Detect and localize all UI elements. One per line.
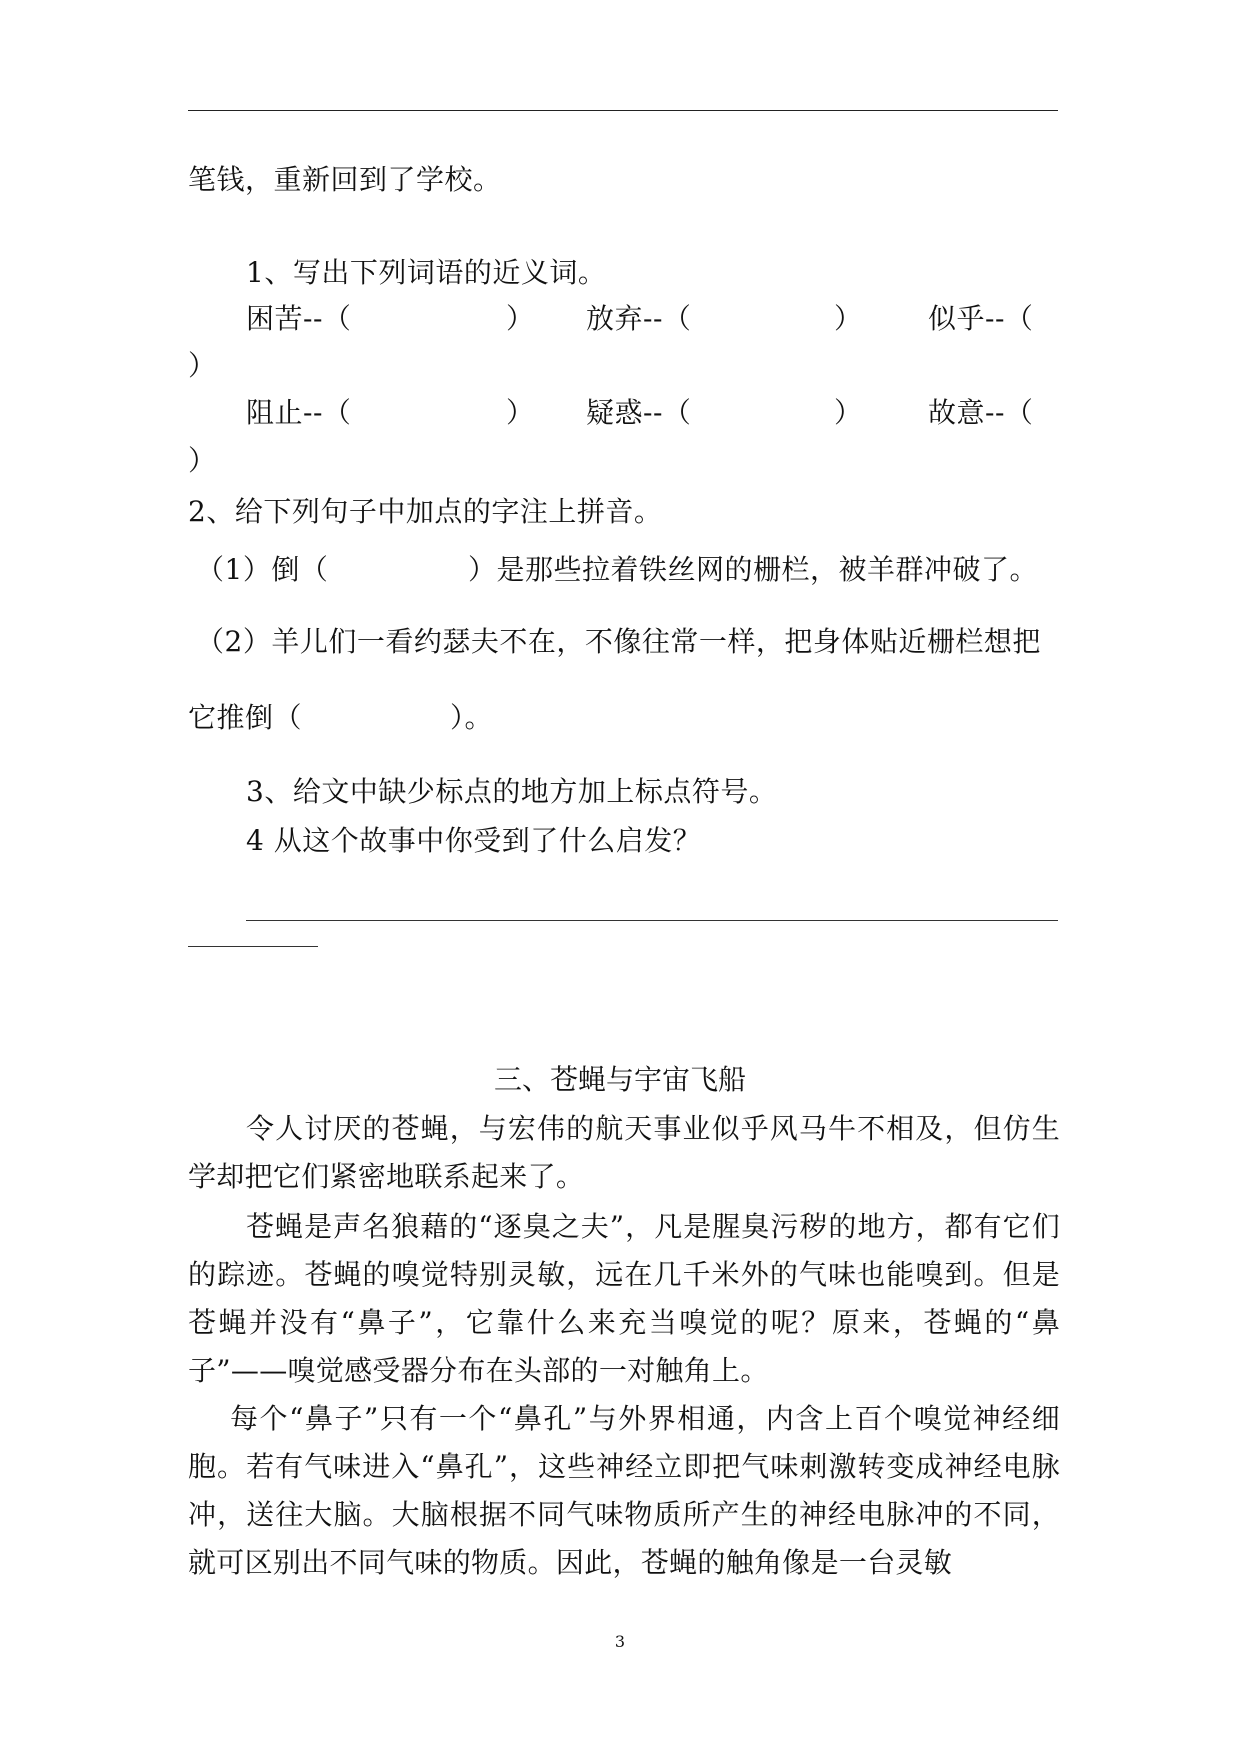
q2-sentence2-line1: （2）羊儿们一看约瑟夫不在，不像往常一样，把身体贴近栅栏想把 xyxy=(196,625,1041,658)
section-3-paragraph-3: 每个“鼻子”只有一个“鼻孔”与外界相通，内含上百个嗅觉神经细胞。若有气味进入“鼻孔”，这些神经立即把气味刺激转变成神经电脉冲，送往大脑。大脑根据不同气味物质所产生的神经电脉冲的不同，就可区别出不同气味的物质。因此，苍蝇的触角像是一台灵敏 xyxy=(188,1402,1060,1579)
section-3-title: 三、苍蝇与宇宙飞船 xyxy=(493,1063,746,1096)
question-2-prompt: 2、给下列句子中加点的字注上拼音。 xyxy=(188,495,663,528)
q1-row2-item2-open: 疑惑--（ xyxy=(586,396,692,429)
q1-row2-item3-close: ） xyxy=(188,444,217,477)
section-3-paragraph-2: 苍蝇是声名狼藉的“逐臭之夫”，凡是腥臭污秽的地方，都有它们的踪迹。苍蝇的嗅觉特别灵敏，远在几千米外的气味也能嗅到。但是苍蝇并没有“鼻子”，它靠什么来充当嗅觉的呢？原来，苍蝇的“鼻子”——嗅觉感受器分布在头部的一对触角上。 xyxy=(188,1210,1060,1387)
q1-row1-item1-close: ） xyxy=(506,302,535,335)
header-rule xyxy=(188,110,1058,111)
q1-row1-item2-open: 放弃--（ xyxy=(586,302,692,335)
q1-row2-item1-open: 阻止--（ xyxy=(246,396,352,429)
q2-sentence2-suffix: ）。 xyxy=(450,701,494,734)
answer-line-2 xyxy=(188,946,318,947)
answer-line-1 xyxy=(246,920,1058,921)
q1-row1-item3-open: 似乎--（ xyxy=(928,302,1034,335)
q1-row1-item3-close: ） xyxy=(188,349,217,382)
question-3-prompt: 3、给文中缺少标点的地方加上标点符号。 xyxy=(246,775,778,808)
q1-row2-item1-close: ） xyxy=(506,396,535,429)
q2-sentence1-prefix: （1）倒（ xyxy=(196,553,329,586)
q1-row2-item2-close: ） xyxy=(834,396,863,429)
q1-row2-item3-open: 故意--（ xyxy=(928,396,1034,429)
section-3-paragraph-1: 令人讨厌的苍蝇，与宏伟的航天事业似乎风马牛不相及，但仿生学却把它们紧密地联系起来了。 xyxy=(188,1112,1060,1193)
question-1-prompt: 1、写出下列词语的近义词。 xyxy=(246,256,607,289)
passage-end-text: 笔钱，重新回到了学校。 xyxy=(188,163,502,196)
page-number: 3 xyxy=(614,1632,626,1651)
q2-sentence1-suffix: ）是那些拉着铁丝网的栅栏，被羊群冲破了。 xyxy=(468,553,1039,586)
q2-sentence2-prefix: 它推倒（ xyxy=(188,701,303,734)
q1-row1-item1-open: 困苦--（ xyxy=(246,302,352,335)
q1-row1-item2-close: ） xyxy=(834,302,863,335)
question-4-prompt: 4 从这个故事中你受到了什么启发？ xyxy=(246,824,702,857)
